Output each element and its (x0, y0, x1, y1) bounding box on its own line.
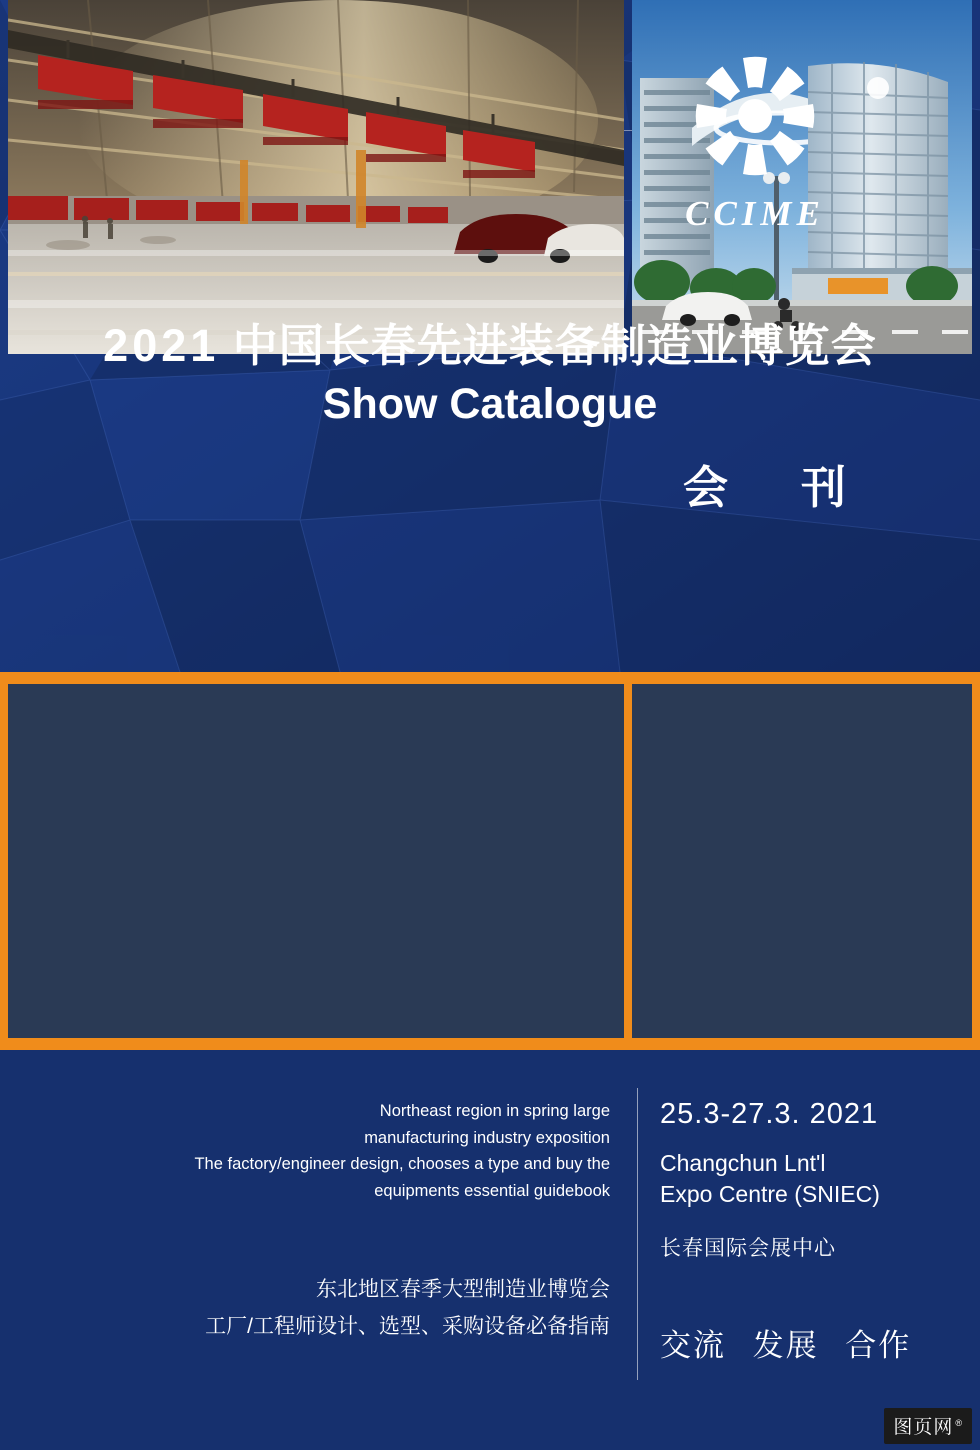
automotive-assembly-line-photo (8, 0, 624, 354)
venue-english-line-2: Expo Centre (SNIEC) (660, 1181, 880, 1208)
chinese-description-line-2: 工厂/工程师设计、选型、采购设备必备指南 (205, 1314, 610, 1338)
slogan-word-1: 交流 (660, 1328, 726, 1363)
logo-wordmark: CCIME (685, 194, 825, 233)
photo-band (0, 684, 980, 1038)
photo-band-right-edge (972, 684, 980, 1038)
event-date: 25.3-27.3. 2021 (660, 1098, 879, 1130)
slogan-word-3: 合作 (845, 1328, 912, 1363)
english-description-line-3: The factory/engineer design, chooses a type and buy the (194, 1155, 610, 1174)
chinese-description-line-1: 东北地区春季大型制造业博览会 (316, 1278, 610, 1301)
orange-divider-top (0, 672, 980, 684)
ccime-starburst-logo-icon (670, 48, 840, 188)
title-year: 2021 (103, 320, 220, 371)
chinese-description (120, 1272, 610, 1346)
venue-name-chinese: 长春国际会展中心 (660, 1237, 836, 1260)
title-chinese (60, 320, 920, 372)
brand-logo (640, 48, 870, 234)
starburst-svg (670, 48, 840, 188)
photo-divider (624, 684, 632, 1038)
english-description-line-1: Northeast region in spring large (379, 1102, 610, 1120)
watermark-badge (884, 1408, 972, 1444)
english-description-line-2: manufacturing industry exposition (364, 1128, 610, 1147)
title-chinese-main: 中国长春先进装备制造业博览会 (232, 320, 877, 371)
photo-band-left-edge (0, 684, 8, 1038)
venue-name-english (660, 1148, 960, 1210)
english-description-line-4: equipments essential guidebook (374, 1182, 610, 1201)
title-chinese-sub: 会 刊 (682, 461, 860, 513)
orange-divider-bottom (0, 1038, 980, 1050)
vertical-divider (637, 1088, 638, 1380)
title-block (0, 320, 980, 516)
slogan (660, 1320, 927, 1365)
title-english: Show Catalogue (322, 379, 658, 428)
assembly-line-illustration (8, 0, 624, 354)
venue-english-line-1: Changchun Lnt'l (660, 1150, 826, 1176)
watermark-registered-mark: ® (955, 1417, 963, 1428)
english-description (120, 1098, 610, 1205)
watermark-text: 图页网 (893, 1417, 954, 1438)
slogan-word-2: 发展 (752, 1328, 819, 1363)
